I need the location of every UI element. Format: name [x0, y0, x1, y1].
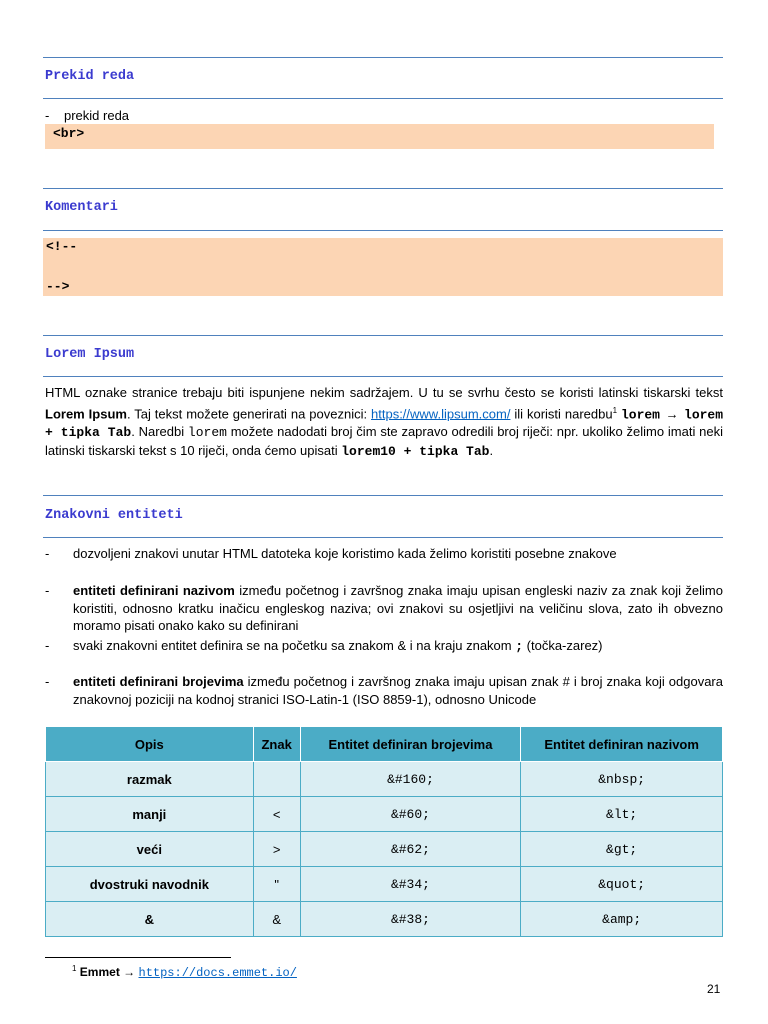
cell-opis: dvostruki navodnik — [46, 867, 254, 902]
cell-name-entity: &lt; — [521, 797, 723, 832]
section-heading-komentari: Komentari — [45, 200, 118, 215]
bullet-dash: - — [45, 638, 50, 653]
section-rule — [43, 98, 723, 99]
inline-code: lorem — [187, 425, 227, 441]
code-block-br — [45, 124, 714, 149]
section-rule — [43, 537, 723, 538]
section-heading-lorem: Lorem Ipsum — [45, 347, 135, 362]
inline-code: ; — [515, 639, 524, 654]
footnote-ref[interactable]: 1 — [612, 405, 618, 415]
table-row — [46, 902, 723, 937]
text: . — [489, 442, 494, 458]
text: . Taj tekst možete generirati na poveznici: — [126, 405, 372, 421]
bullet-dash: - — [45, 674, 50, 689]
bullet-dash: - — [45, 546, 50, 561]
footnote-separator — [45, 957, 231, 958]
inline-code: lorem → lorem + tipka Tab — [45, 406, 724, 441]
cell-znak: & — [253, 902, 300, 937]
cell-number-entity: &#62; — [300, 832, 521, 867]
table-row — [46, 762, 723, 797]
bullet-item — [45, 545, 723, 563]
bullet-text — [73, 637, 723, 656]
section-rule — [43, 335, 723, 336]
cell-number-entity: &#60; — [300, 797, 521, 832]
cell-opis: manji — [46, 797, 254, 832]
bullet-item — [45, 582, 723, 635]
cell-znak: " — [253, 867, 300, 902]
bullet-text — [73, 673, 723, 708]
bullet-text: prekid reda — [64, 108, 130, 123]
lorem-paragraph — [45, 384, 723, 460]
inline-code: lorem10 + tipka Tab — [341, 443, 490, 459]
bullet-text — [73, 582, 723, 635]
page-number: 21 — [707, 982, 721, 996]
text: možete nadodati broj čim ste zapravo odredili broj riječi: npr. ukoliko želimo imati neki latinski tiskarski tekst s 10 riječi, onda ćemo upisati — [45, 424, 723, 458]
section-rule — [43, 188, 723, 189]
entity-table — [45, 726, 723, 937]
bold-text: Lorem Ipsum — [45, 405, 127, 421]
cell-opis: razmak — [46, 762, 254, 797]
cell-name-entity: &gt; — [521, 832, 723, 867]
cell-znak: > — [253, 832, 300, 867]
cell-znak — [253, 762, 300, 797]
cell-name-entity: &quot; — [521, 867, 723, 902]
text: između početnog i završnog znaka imaju upisan znak # i broj znaka koji odgovara znakovnoj poziciji na kodnoj stranici ISO-Latin-1 (ISO 8859-1), odnosno Unicode — [73, 674, 723, 707]
cell-opis: & — [46, 902, 254, 937]
arrow-icon: → — [123, 965, 136, 979]
table-header-row — [46, 727, 723, 762]
col-header-znak: Znak — [253, 727, 300, 762]
code-line: <br> — [53, 126, 85, 141]
bullet-text: dozvoljeni znakovi unutar HTML datoteka koje koristimo kada želimo koristiti posebne znakove — [73, 546, 617, 561]
text: . Naredbi — [131, 424, 188, 440]
bullet-dash: - — [45, 583, 50, 598]
section-rule — [43, 230, 723, 231]
table-row — [46, 832, 723, 867]
footnote-label: Emmet — [79, 965, 120, 979]
text: između početnog i završnog znaka imaju upisan engleski naziv za znak koji želimo koristiti, odnosno kratku inačicu engleskog naziva; ovi znakovi su osjetljivi na veličinu slova, zato ih obvezno moramo pisati onako kako su definirani — [73, 583, 723, 633]
section-heading-prekid: Prekid reda — [45, 69, 135, 84]
section-heading-entiteti: Znakovni entiteti — [45, 508, 183, 523]
section-rule — [43, 57, 723, 58]
text: svaki znakovni entitet definira se na početku sa znakom & i na kraju znakom — [73, 638, 516, 653]
table-row — [46, 797, 723, 832]
bullet-dash: - — [45, 108, 50, 123]
table-row — [46, 867, 723, 902]
col-header-brojevima: Entitet definiran brojevima — [300, 727, 521, 762]
cell-number-entity: &#160; — [300, 762, 521, 797]
cell-znak: < — [253, 797, 300, 832]
bullet-item — [45, 637, 723, 656]
lipsum-link[interactable]: https://www.lipsum.com/ — [371, 405, 511, 421]
col-header-opis: Opis — [46, 727, 254, 762]
footnote — [72, 964, 297, 980]
bullet-item — [45, 673, 723, 708]
bold-text: entiteti definirani nazivom — [73, 583, 235, 598]
emmet-link[interactable]: https://docs.emmet.io/ — [138, 966, 297, 980]
code-block-comment — [43, 238, 723, 296]
section-rule — [43, 376, 723, 377]
bold-text: entiteti definirani brojevima — [73, 674, 244, 689]
text: HTML oznake stranice trebaju biti ispunjene nekim sadržajem. U tu se svrhu često se koristi latinski tiskarski tekst — [45, 385, 723, 400]
cell-name-entity: &nbsp; — [521, 762, 723, 797]
section-rule — [43, 495, 723, 496]
cell-number-entity: &#38; — [300, 902, 521, 937]
cell-opis: veći — [46, 832, 254, 867]
text: ili koristi naredbu — [510, 405, 613, 421]
text: (točka-zarez) — [523, 638, 603, 653]
bullet-prekid — [45, 107, 723, 125]
col-header-nazivom: Entitet definiran nazivom — [521, 727, 723, 762]
footnote-number: 1 — [72, 964, 77, 973]
cell-name-entity: &amp; — [521, 902, 723, 937]
code-line-close: --> — [46, 279, 70, 294]
cell-number-entity: &#34; — [300, 867, 521, 902]
code-line-open: <!-- — [46, 239, 78, 254]
